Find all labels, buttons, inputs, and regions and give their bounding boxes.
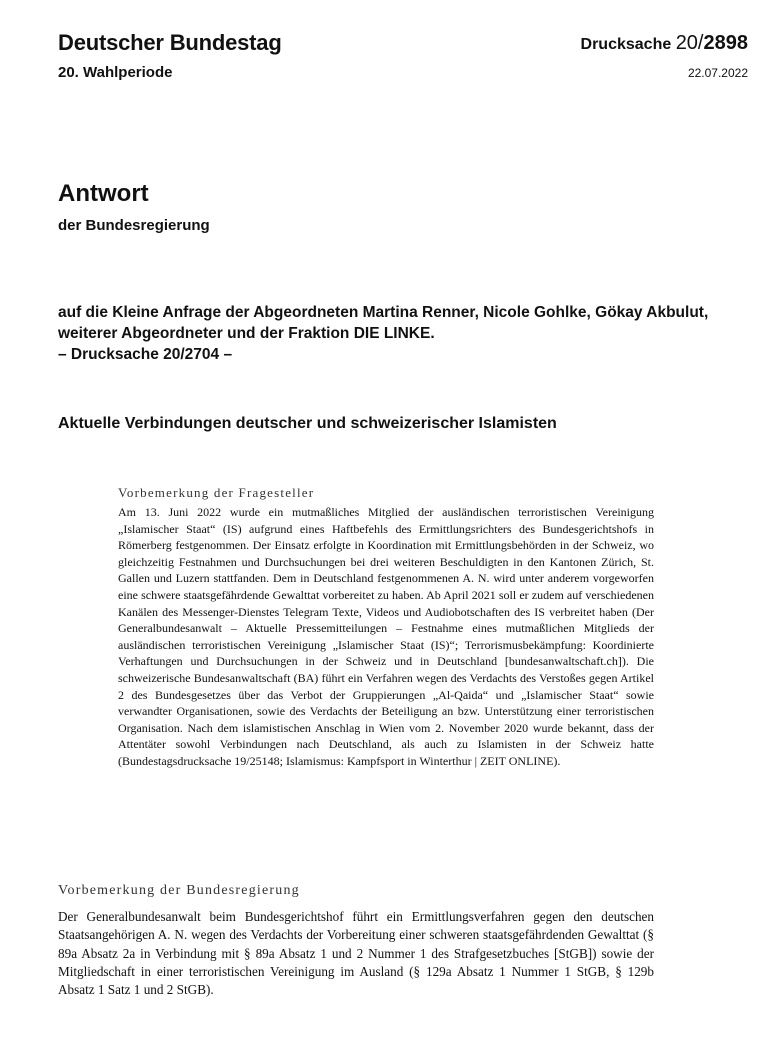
inquiry-reference: [58, 302, 748, 365]
government-preamble-heading: Vorbemerkung der Bundesregierung: [58, 883, 300, 898]
drucksache-number: [581, 32, 748, 55]
questioner-preamble-text: Am 13. Juni 2022 wurde ein mutmaßliches Mitglied der ausländischen terroristischen Vereinigung „Islamischer Staat“ (IS) aufgrund eines Haftbefehls des Ermittlungsrichters des Bundesgerichtshofs in Römerberg festgenommen. Der Einsatz erfolgte in Koordination mit Ermittlungsbehörden in der Schweiz, wo gleichzeitig Festnahmen und Durchsuchungen bei drei weiteren Beschuldigten in den Kantonen Zürich, St. Gallen und Luzern stattfanden. Dem in Deutschland festgenommenen A. N. wird unter anderem vorgeworfen eine schwere staatsgefährdende Gewalttat vorbereitet zu haben. Ab April 2021 soll er zudem auf verschiedenen Kanälen des Messenger-Dienstes Telegram Texte, Videos und Audiobotschaften des IS verbreitet haben (Der Generalbundesanwalt – Aktuelle Pressemitteilungen – Festnahme eines mutmaßlichen Mitglieds der ausländischen terroristischen Vereinigung „Islamischer Staat (IS)“; Terrorismusbekämpfung: Koordinierte Verhaftungen und Durchsuchungen in der Schweiz und in Deutschland [bundesanwaltschaft.ch]). Die schweizerische Bundesanwaltschaft (BA) führt ein Verfahren wegen des Verdachts des Verstoßes gegen Artikel 2 des Bundesgesetzes über das Verbot der Gruppierungen „Al-Qaida“ und „Islamischer Staat“ sowie verwandter Organisationen, sowie des Verdachts der Beteiligung an bzw. Unterstützung einer terroristischen Organisation. Nach dem islamistischen Anschlag in Wien vom 2. November 2020 wurde bekannt, dass der Attentäter sowohl Verbindungen nach Deutschland, als auch zu Islamisten in der Schweiz hatte (Bundestagsdrucksache 19/25148; Islamismus: Kampfsport in Winterthur | ZEIT ONLINE).: [118, 505, 654, 768]
drucksache-num: 2898: [703, 32, 748, 54]
drucksache-label: Drucksache: [580, 36, 672, 53]
inquiry-text: auf die Kleine Anfrage der Abgeordneten Martina Renner, Nicole Gohlke, Gökay Akbulut, weiterer Abgeordneter und der Fraktion DIE LINKE.: [58, 304, 709, 342]
questioner-preamble-heading: Vorbemerkung der Fragesteller: [118, 485, 315, 500]
inquiry-drucksache: – Drucksache 20/2704 –: [58, 346, 233, 363]
document-date: 22.07.2022: [687, 66, 748, 80]
document-type-subtitle: der Bundesregierung: [58, 217, 210, 234]
government-preamble-text: Der Generalbundesanwalt beim Bundesgerichtshof führt ein Ermittlungsverfahren gegen den deutschen Staatsangehörigen A. N. wegen des Verdachts der Vorbereitung einer schweren staatsgefährdenden Gewalttat (§ 89a Absatz 2a in Verbindung mit § 89a Absatz 1 und 2 Nummer 1 des Strafgesetzbuches [StGB]) sowie der Mitgliedschaft in einer terroristischen Vereinigung im Ausland (§ 129a Absatz 1 Nummer 1 StGB, § 129b Absatz 1 Satz 1 und 2 StGB).: [58, 909, 654, 998]
document-type: Antwort: [58, 180, 149, 207]
drucksache-prefix: 20/: [675, 32, 704, 54]
institution-name: Deutscher Bundestag: [58, 30, 282, 55]
document-subject: Aktuelle Verbindungen deutscher und schweizerischer Islamisten: [58, 415, 557, 432]
electoral-period: 20. Wahlperiode: [58, 64, 173, 81]
